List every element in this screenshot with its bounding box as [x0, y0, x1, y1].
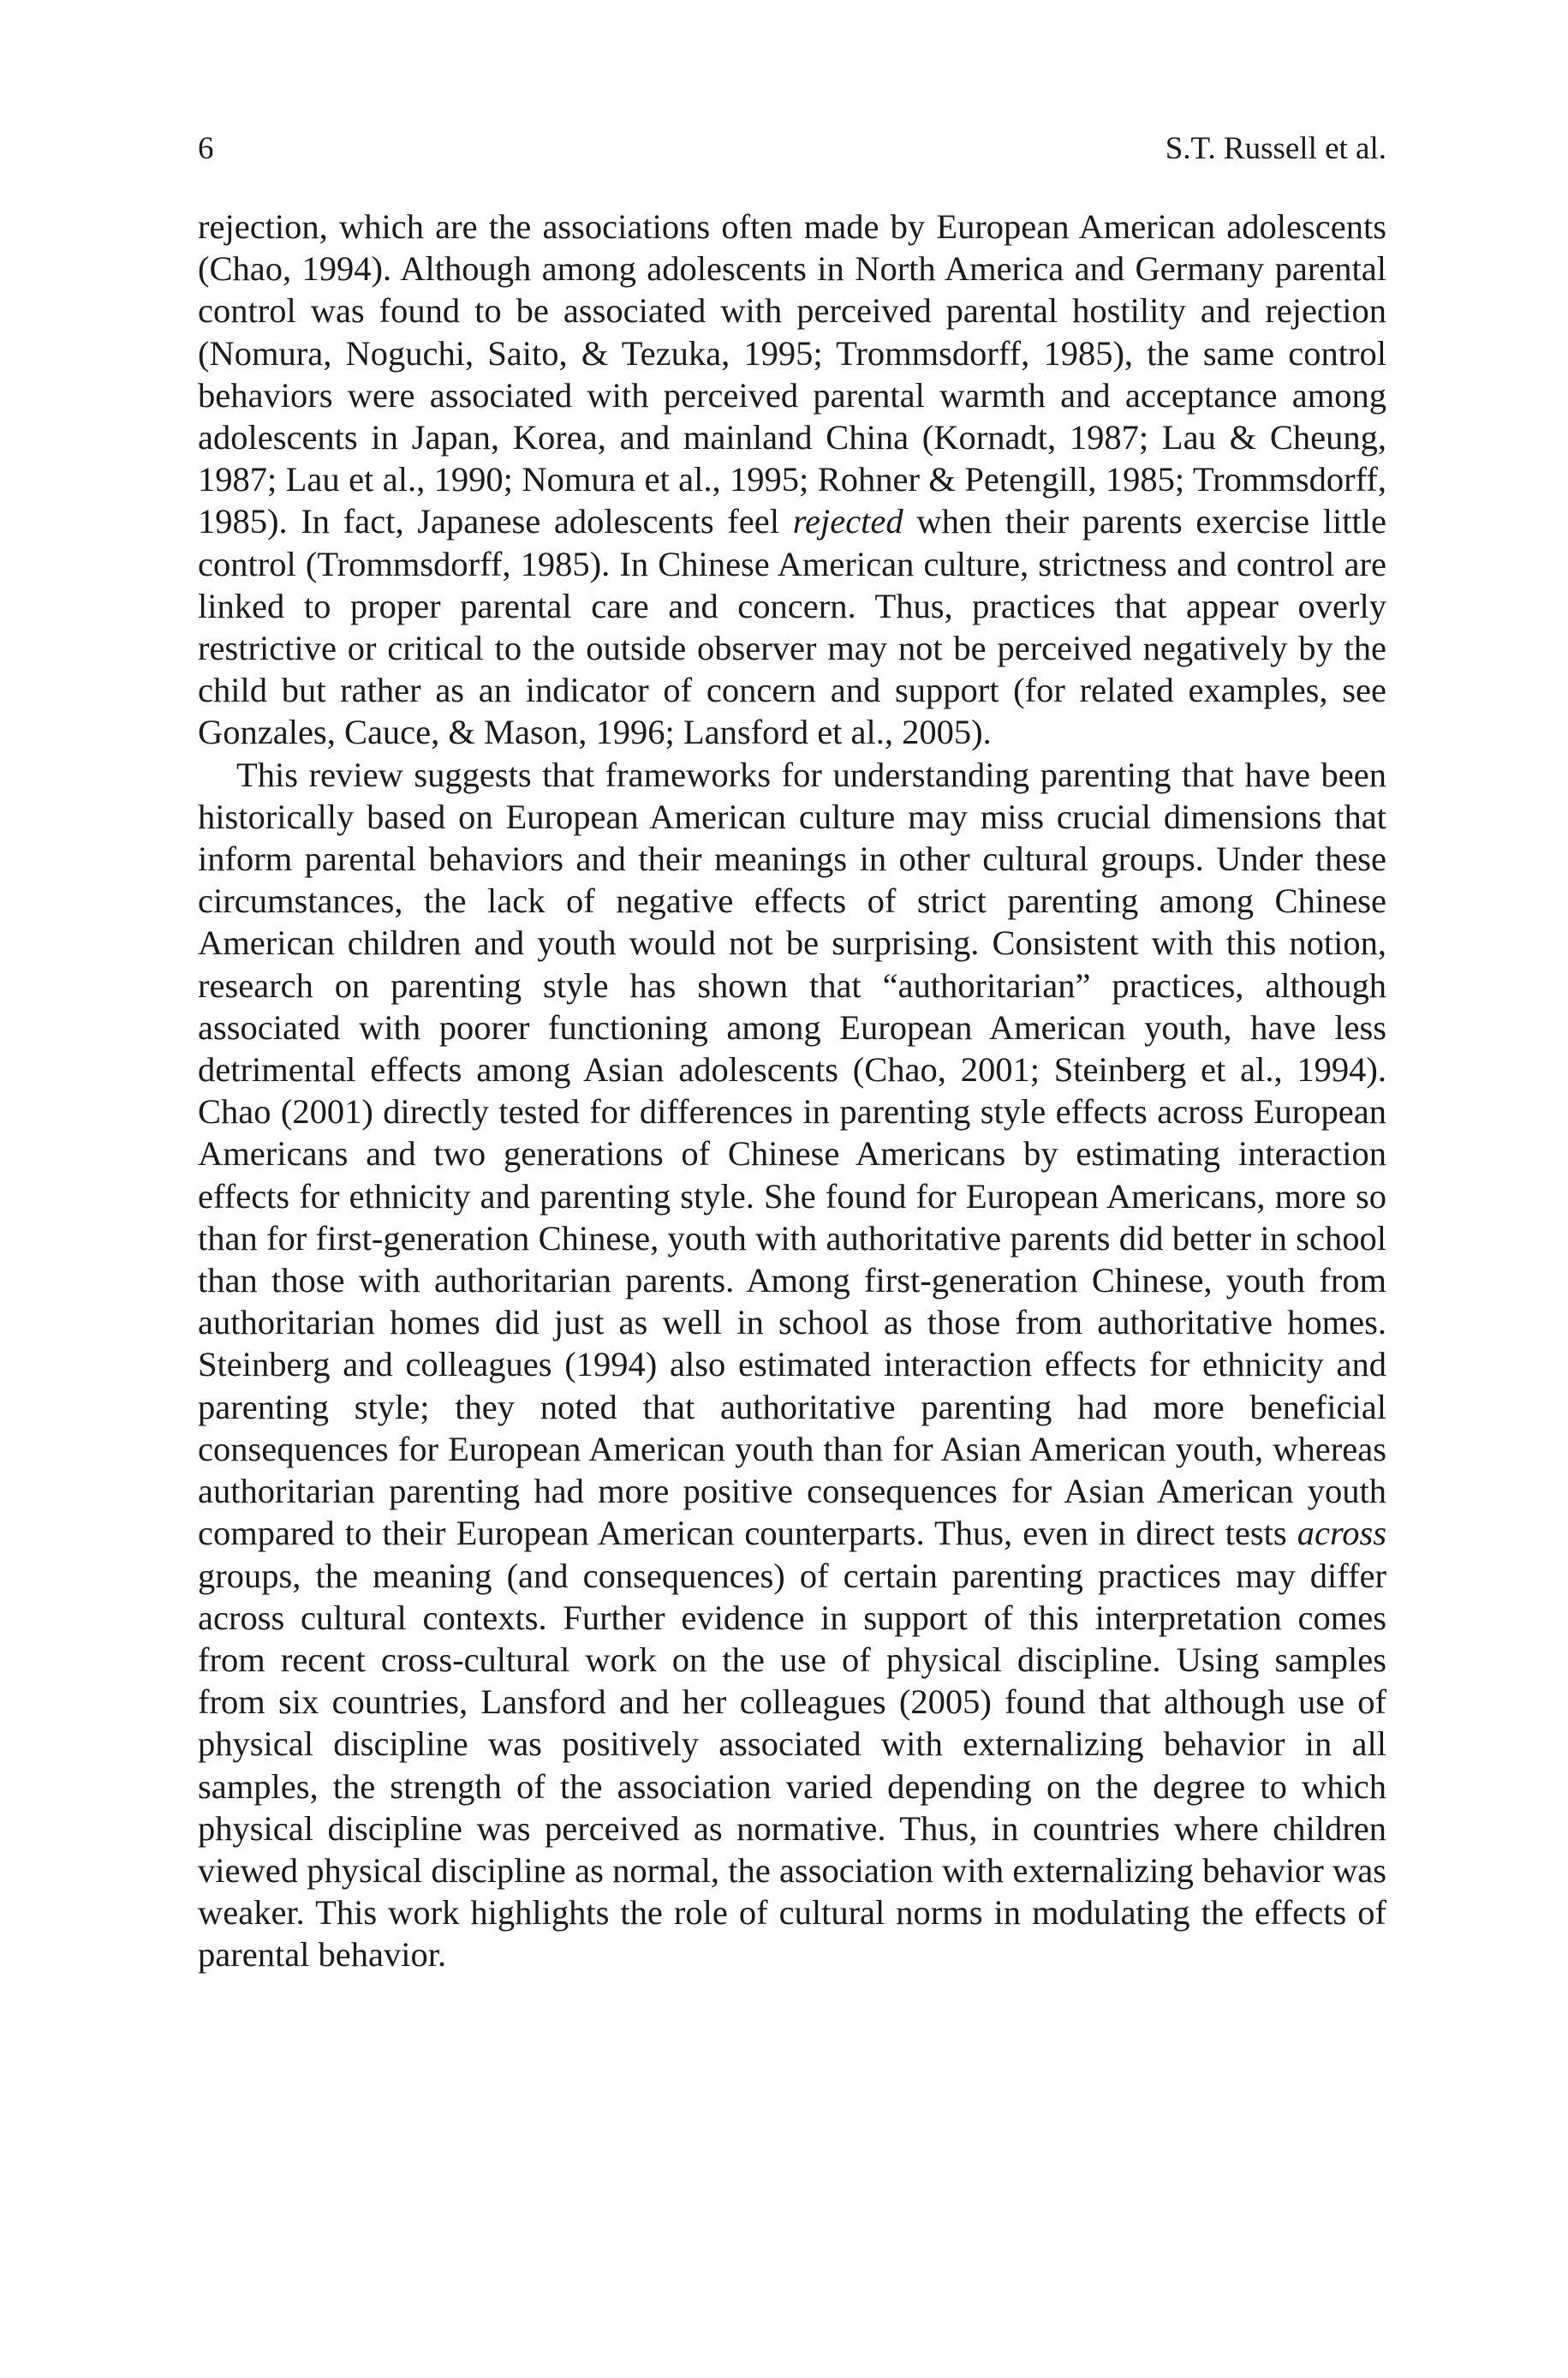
body-text: [198, 206, 1386, 1976]
paragraph-1-text-1: rejection, which are the associations often made by European American adolescents (Chao, 1994). Although among adolescents in North America and Germany parental control was found to be associated with perceived parental hostility and rejection (Nomura, Noguchi, Saito, & Tezuka, 1995; Trommsdorff, 1985), the same control behaviors were associated with perceived parental warmth and acceptance among adolescents in Japan, Korea, and mainland China (Kornadt, 1987; Lau & Cheung, 1987; Lau et al., 1990; Nomura et al., 1995; Rohner & Petengill, 1985; Trommsdorff, 1985). In fact, Japanese adolescents feel: [198, 207, 1386, 541]
running-head-author: S.T. Russell et al.: [1165, 131, 1386, 166]
paragraph-2-emphasis: across: [1297, 1514, 1386, 1553]
paragraph-2-text-1: This review suggests that frameworks for understanding parenting that have been historically based on European American culture may miss crucial dimensions that inform parental behaviors and their meanings in other cultural groups. Under these circumstances, the lack of negative effects of strict parenting among Chinese American children and youth would not be surprising. Consistent with this notion, research on parenting style has shown that “authoritarian” practices, although associated with poorer functioning among European American youth, have less detrimental effects among Asian adolescents (Chao, 2001; Steinberg et al., 1994). Chao (2001) directly tested for differences in parenting style effects across European Americans and two generations of Chinese Americans by estimating interaction effects for ethnicity and parenting style. She found for European Americans, more so than for first-generation Chinese, youth with authoritative parents did better in school than those with authoritarian parents. Among first-generation Chinese, youth from authoritarian homes did just as well in school as those from authoritative homes. Steinberg and colleagues (1994) also estimated interaction effects for ethnicity and parenting style; they noted that authoritative parenting had more beneficial consequences for European American youth than for Asian American youth, whereas authoritarian parenting had more positive consequences for Asian American youth compared to their European American counterparts. Thus, even in direct tests: [198, 755, 1386, 1553]
paragraph-1: [198, 206, 1386, 754]
paragraph-2: [198, 754, 1386, 1976]
page-number: 6: [198, 131, 214, 166]
paragraph-1-emphasis: rejected: [792, 502, 903, 541]
paragraph-2-text-2: groups, the meaning (and consequences) of certain parenting practices may differ across cultural contexts. Further evidence in support of this interpretation comes from recent cross-cultural work on the use of physical discipline. Using samples from six countries, Lansford and her colleagues (2005) found that although use of physical discipline was positively associated with externalizing behavior in all samples, the strength of the association varied depending on the degree to which physical discipline was perceived as normative. Thus, in countries where children viewed physical discipline as normal, the association with externalizing behavior was weaker. This work highlights the role of cultural norms in modulating the effects of parental behavior.: [198, 1556, 1386, 1975]
running-head: [198, 128, 1386, 170]
paragraph-1-text-2: when their parents exercise little control (Trommsdorff, 1985). In Chinese American culture, strictness and control are linked to proper parental care and concern. Thus, practices that appear overly restrictive or critical to the outside observer may not be perceived negatively by the child but rather as an indicator of concern and support (for related examples, see Gonzales, Cauce, & Mason, 1996; Lansford et al., 2005).: [198, 502, 1386, 752]
